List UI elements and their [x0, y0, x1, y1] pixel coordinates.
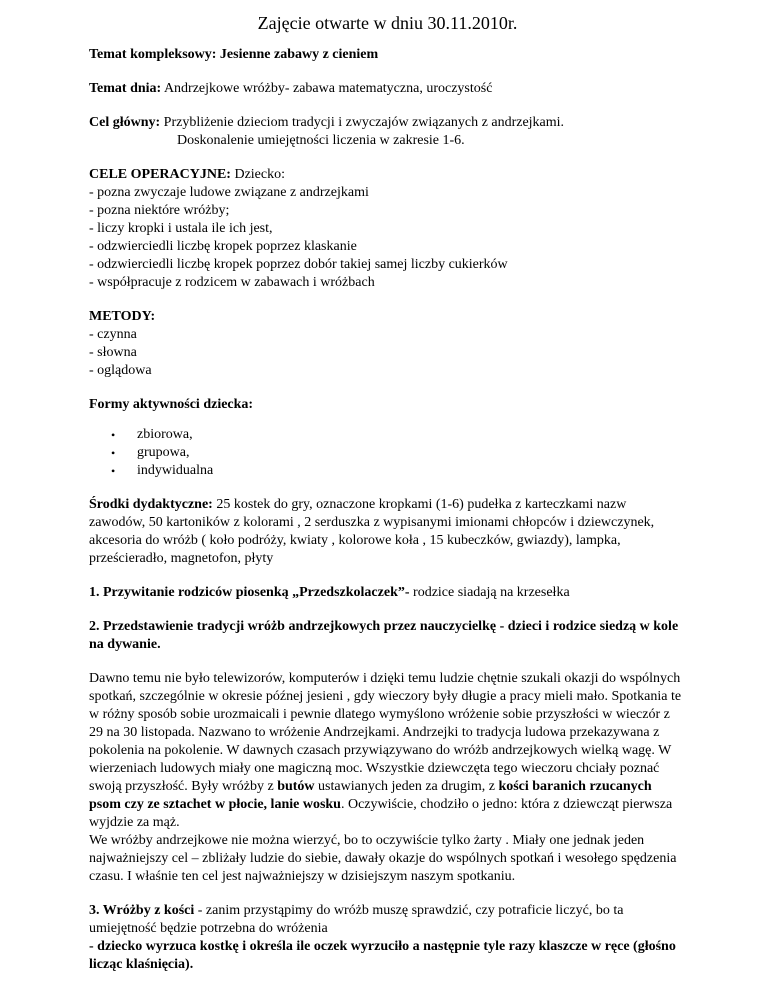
temat-kompleksowy: Temat kompleksowy: Jesienne zabawy z cieniem [89, 47, 379, 62]
cel-glowny-label: Cel główny: [89, 115, 161, 130]
metody-label: METODY: [89, 309, 156, 324]
temat-dnia-value: Andrzejkowe wróżby- zabawa matematyczna, uroczystość [161, 81, 493, 96]
formy-aktywnosci [89, 396, 686, 480]
srodki-dydaktyczne [89, 496, 686, 568]
cel-item: - odzwierciedli liczbę kropek poprzez dobór takiej samej liczby cukierków [89, 257, 508, 272]
cele-operacyjne-label: CELE OPERACYJNE: [89, 167, 231, 182]
cel-item: - pozna niektóre wróżby; [89, 203, 230, 218]
metody [89, 308, 686, 380]
punkt-3-bold: 3. Wróżby z kości [89, 903, 195, 918]
cel-item: - współpracuje z rodzicem w zabawach i wróżbach [89, 275, 375, 290]
punkt-3-rest: - zanim przystąpimy do wróżb muszę sprawdzić, czy potraficie liczyć, bo ta umiejętność będzie potrzebna do wróżenia [89, 903, 624, 936]
cel-item: - liczy kropki i ustala ile ich jest, [89, 221, 273, 236]
formy-list [89, 426, 686, 480]
srodki-text: 25 kostek do gry, oznaczone kropkami (1-6) pudełka z karteczkami nazw zawodów, 50 kartoników z kolorami , 2 serduszka z wypisanymi imionami chłopców i dziewczynek, akcesoria do wróżb ( koło podróży, kwiaty , kolorowe koła , 15 kubeczków, gwiazdy), lampka, prześcieradło, magnetofon, płyty [89, 497, 655, 566]
opowiadanie-text: . Oczywiście, chodziło o jedno: która z dziewcząt pierwsza wyjdzie za mąż. [89, 797, 673, 830]
cel-glowny-line2: Doskonalenie umiejętności liczenia w zakresie 1-6. [177, 133, 465, 148]
formy-label: Formy aktywności dziecka: [89, 397, 254, 412]
temat-dnia [89, 80, 686, 98]
punkt-1 [89, 584, 686, 602]
opowiadanie [89, 670, 686, 886]
metoda-item: - słowna [89, 345, 137, 360]
document-title: Zajęcie otwarte w dniu 30.11.2010r. [257, 13, 518, 33]
cele-operacyjne [89, 166, 686, 292]
punkt-2: 2. Przedstawienie tradycji wróżb andrzejkowych przez nauczycielkę - dzieci i rodzice siedzą w kole na dywanie. [89, 619, 679, 652]
cel-glowny [89, 114, 686, 150]
forma-item: • zbiorowa, [89, 426, 686, 444]
cel-glowny-line1: Przybliżenie dzieciom tradycji i zwyczajów związanych z andrzejkami. [160, 115, 565, 130]
punkt-3-instruction: - dziecko wyrzuca kostkę i określa ile oczek wyrzuciło a następnie tyle razy klaszcze w ręce (głośno licząc klaśnięcia). [89, 939, 676, 972]
cel-item: - pozna zwyczaje ludowe związane z andrzejkami [89, 185, 369, 200]
opowiadanie-text: Dawno temu nie było telewizorów, komputerów i dzięki temu ludzie chętnie szukali okazji do wspólnych spotkań, szczególnie w okresie późnej jesieni , gdy wieczory były długie a pracy mieli mało. Spotkania te w różny sposób sobie urozmaicali i pewnie dlatego wymyślono wróżenie sobie przyszłości w wieczór z 29 na 30 listopada. Nazwano to wróżenie Andrzejkami. Andrzejki to tradycja ludowa przekazywana z pokolenia na pokolenie. W dawnych czasach przywiązywano do wróżb andrzejkowych wielką wagę. W wierzeniach ludowych miały one magiczną moc. Wszystkie dziewczęta tego wieczoru chciały poznać swoją przyszłość. Były wróżby z [89, 671, 682, 794]
opowiadanie-bold: butów [277, 779, 315, 794]
opowiadanie-text: ustawianych jeden za drugim, z [314, 779, 499, 794]
srodki-label: Środki dydaktyczne: [89, 497, 213, 512]
opowiadanie-para-1 [89, 670, 686, 832]
metoda-item: - czynna [89, 327, 137, 342]
punkt-1-bold: 1. Przywitanie rodziców piosenką „Przedszkolaczek”- [89, 585, 410, 600]
opowiadanie-para-2: We wróżby andrzejkowe nie można wierzyć, bo to oczywiście tylko żarty . Miały one jednak jeden najważniejszy cel – zbliżały ludzie do siebie, dawały okazje do wspólnych spotkań i wesołego spędzenia czasu. I właśnie ten cel jest najważniejszy w dzisiejszym naszym spotkaniu. [89, 833, 677, 884]
forma-item: • indywidualna [89, 462, 686, 480]
opowiadanie-bold: kości baranich rzucanych psom czy ze sztachet w płocie, lanie wosku [89, 779, 652, 812]
punkt-3 [89, 902, 686, 974]
forma-item: • grupowa, [89, 444, 686, 462]
punkt-1-rest: rodzice siadają na krzesełka [409, 585, 570, 600]
cel-item: - odzwierciedli liczbę kropek poprzez klaskanie [89, 239, 357, 254]
cele-operacyjne-intro: Dziecko: [230, 167, 285, 182]
metoda-item: - oglądowa [89, 363, 152, 378]
temat-dnia-label: Temat dnia: [89, 81, 162, 96]
